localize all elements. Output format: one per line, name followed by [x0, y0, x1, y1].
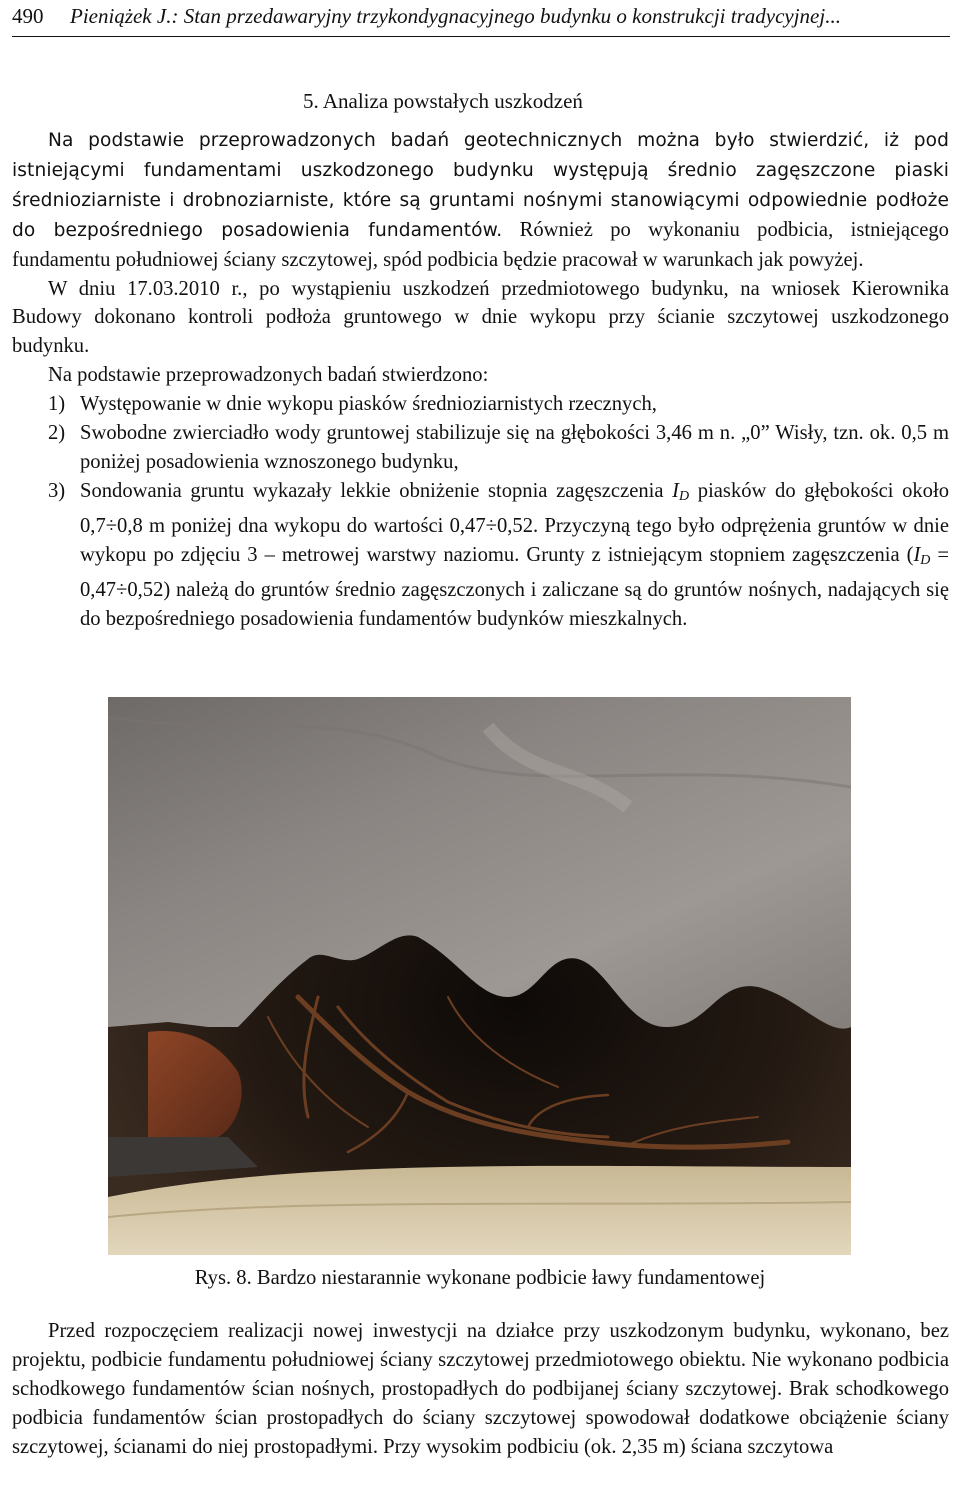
- running-header: [12, 2, 952, 30]
- paragraph-4: Przed rozpoczęciem realizacji nowej inwestycji na działce przy uszkodzonym budynku, wykonano, bez projektu, podbicie fundamentu południowej ściany szczytowej przedmiotowego obiektu. Nie wykonano podbicia schodkowego fundamentów ścian nośnych, prostopadłych do podbijanej ściany szczytowej. Brak schodkowego podbicia fundamentów ścian prostopadłych do ściany szczytowej spowodował dodatkowe obciążenie ściany szczytowej, ścianami do niej prostopadłymi. Przy wysokim podbiciu (ok. 2,35 m) ściana szczytowa: [12, 1320, 949, 1458]
- figure-photo: [108, 697, 851, 1255]
- header-rule: [12, 36, 950, 37]
- running-title: Pieniążek J.: Stan przedawaryjny trzykondygnacyjnego budynku o konstrukcji tradycyjnej...: [70, 4, 841, 28]
- section-title: 5. Analiza powstałych uszkodzeń: [303, 89, 583, 113]
- list-item-number: 3): [48, 479, 66, 502]
- density-symbol: I: [672, 479, 680, 502]
- figure-caption: Rys. 8. Bardzo niestarannie wykonane podbicie ławy fundamentowej: [194, 1267, 766, 1289]
- body-text-lower: [12, 1317, 949, 1462]
- findings-list: [12, 390, 949, 633]
- paragraph-1-sentence-b: Również po wykonaniu podbicia, istniejącego fundamentu południowej ściany szczytowej, spód podbicia będzie pracował w warunkach jak powyżej.: [12, 218, 949, 271]
- paragraph-1-sentence-a: Na podstawie przeprowadzonych badań geotechnicznych można było stwierdzić, iż pod istniejącymi fundamentami uszkodzonego budynku występują średnio zagęszczone piaski średnioziarniste i drobnoziarniste, które są gruntami nośnymi stanowiącymi odpowiednie podłoże do bezpośredniego posadowienia fundamentów.: [12, 130, 949, 241]
- list-item-text-b: piasków do głębokości około 0,7÷0,8 m poniżej dna wykopu do wartości 0,47÷0,52. Przyczyną tego było odprężenia gruntów w dnie wykopu po zdjęciu 3 – metrowej warstwy naziomu. Grunty z istniejącym stopniem zagęszczenia (: [80, 479, 949, 566]
- list-item: [48, 390, 949, 419]
- density-subscript: D: [679, 488, 690, 504]
- list-item-number: 1): [48, 393, 66, 416]
- list-item: [48, 477, 949, 634]
- body-text-upper: [12, 126, 949, 633]
- density-symbol-2: I: [913, 543, 921, 566]
- list-item-text: Swobodne zwierciadło wody gruntowej stabilizuje się na głębokości 3,46 m n. „0” Wisły, tzn. ok. 0,5 m poniżej posadowienia wznoszonego budynku,: [80, 422, 949, 473]
- list-item: [48, 419, 949, 477]
- density-subscript-2: D: [920, 552, 931, 568]
- list-item-text: Występowanie w dnie wykopu piasków średnioziarnistych rzecznych,: [80, 393, 657, 416]
- paragraph-2: W dniu 17.03.2010 r., po wystąpieniu uszkodzeń przedmiotowego budynku, na wniosek Kierownika Budowy dokonano kontroli podłoża gruntowego w dnie wykopu przy ścianie szczytowej uszkodzonego budynku.: [12, 277, 949, 358]
- list-item-text-c: = 0,47÷0,52) należą do gruntów średnio zagęszczonych i zaliczane są do gruntów nośnych, nadających się do bezpośredniego posadowienia fundamentów budynków mieszkalnych.: [80, 543, 950, 630]
- paragraph-3: Na podstawie przeprowadzonych badań stwierdzono:: [48, 364, 489, 387]
- paragraph-1: [12, 126, 949, 275]
- page-number: 490: [12, 4, 44, 28]
- list-item-number: 2): [48, 422, 66, 445]
- foundation-underpinning-photo: [108, 697, 851, 1255]
- list-item-text-a: Sondowania gruntu wykazały lekkie obniżenie stopnia zagęszczenia: [80, 479, 664, 502]
- concrete-footing: [108, 697, 851, 1029]
